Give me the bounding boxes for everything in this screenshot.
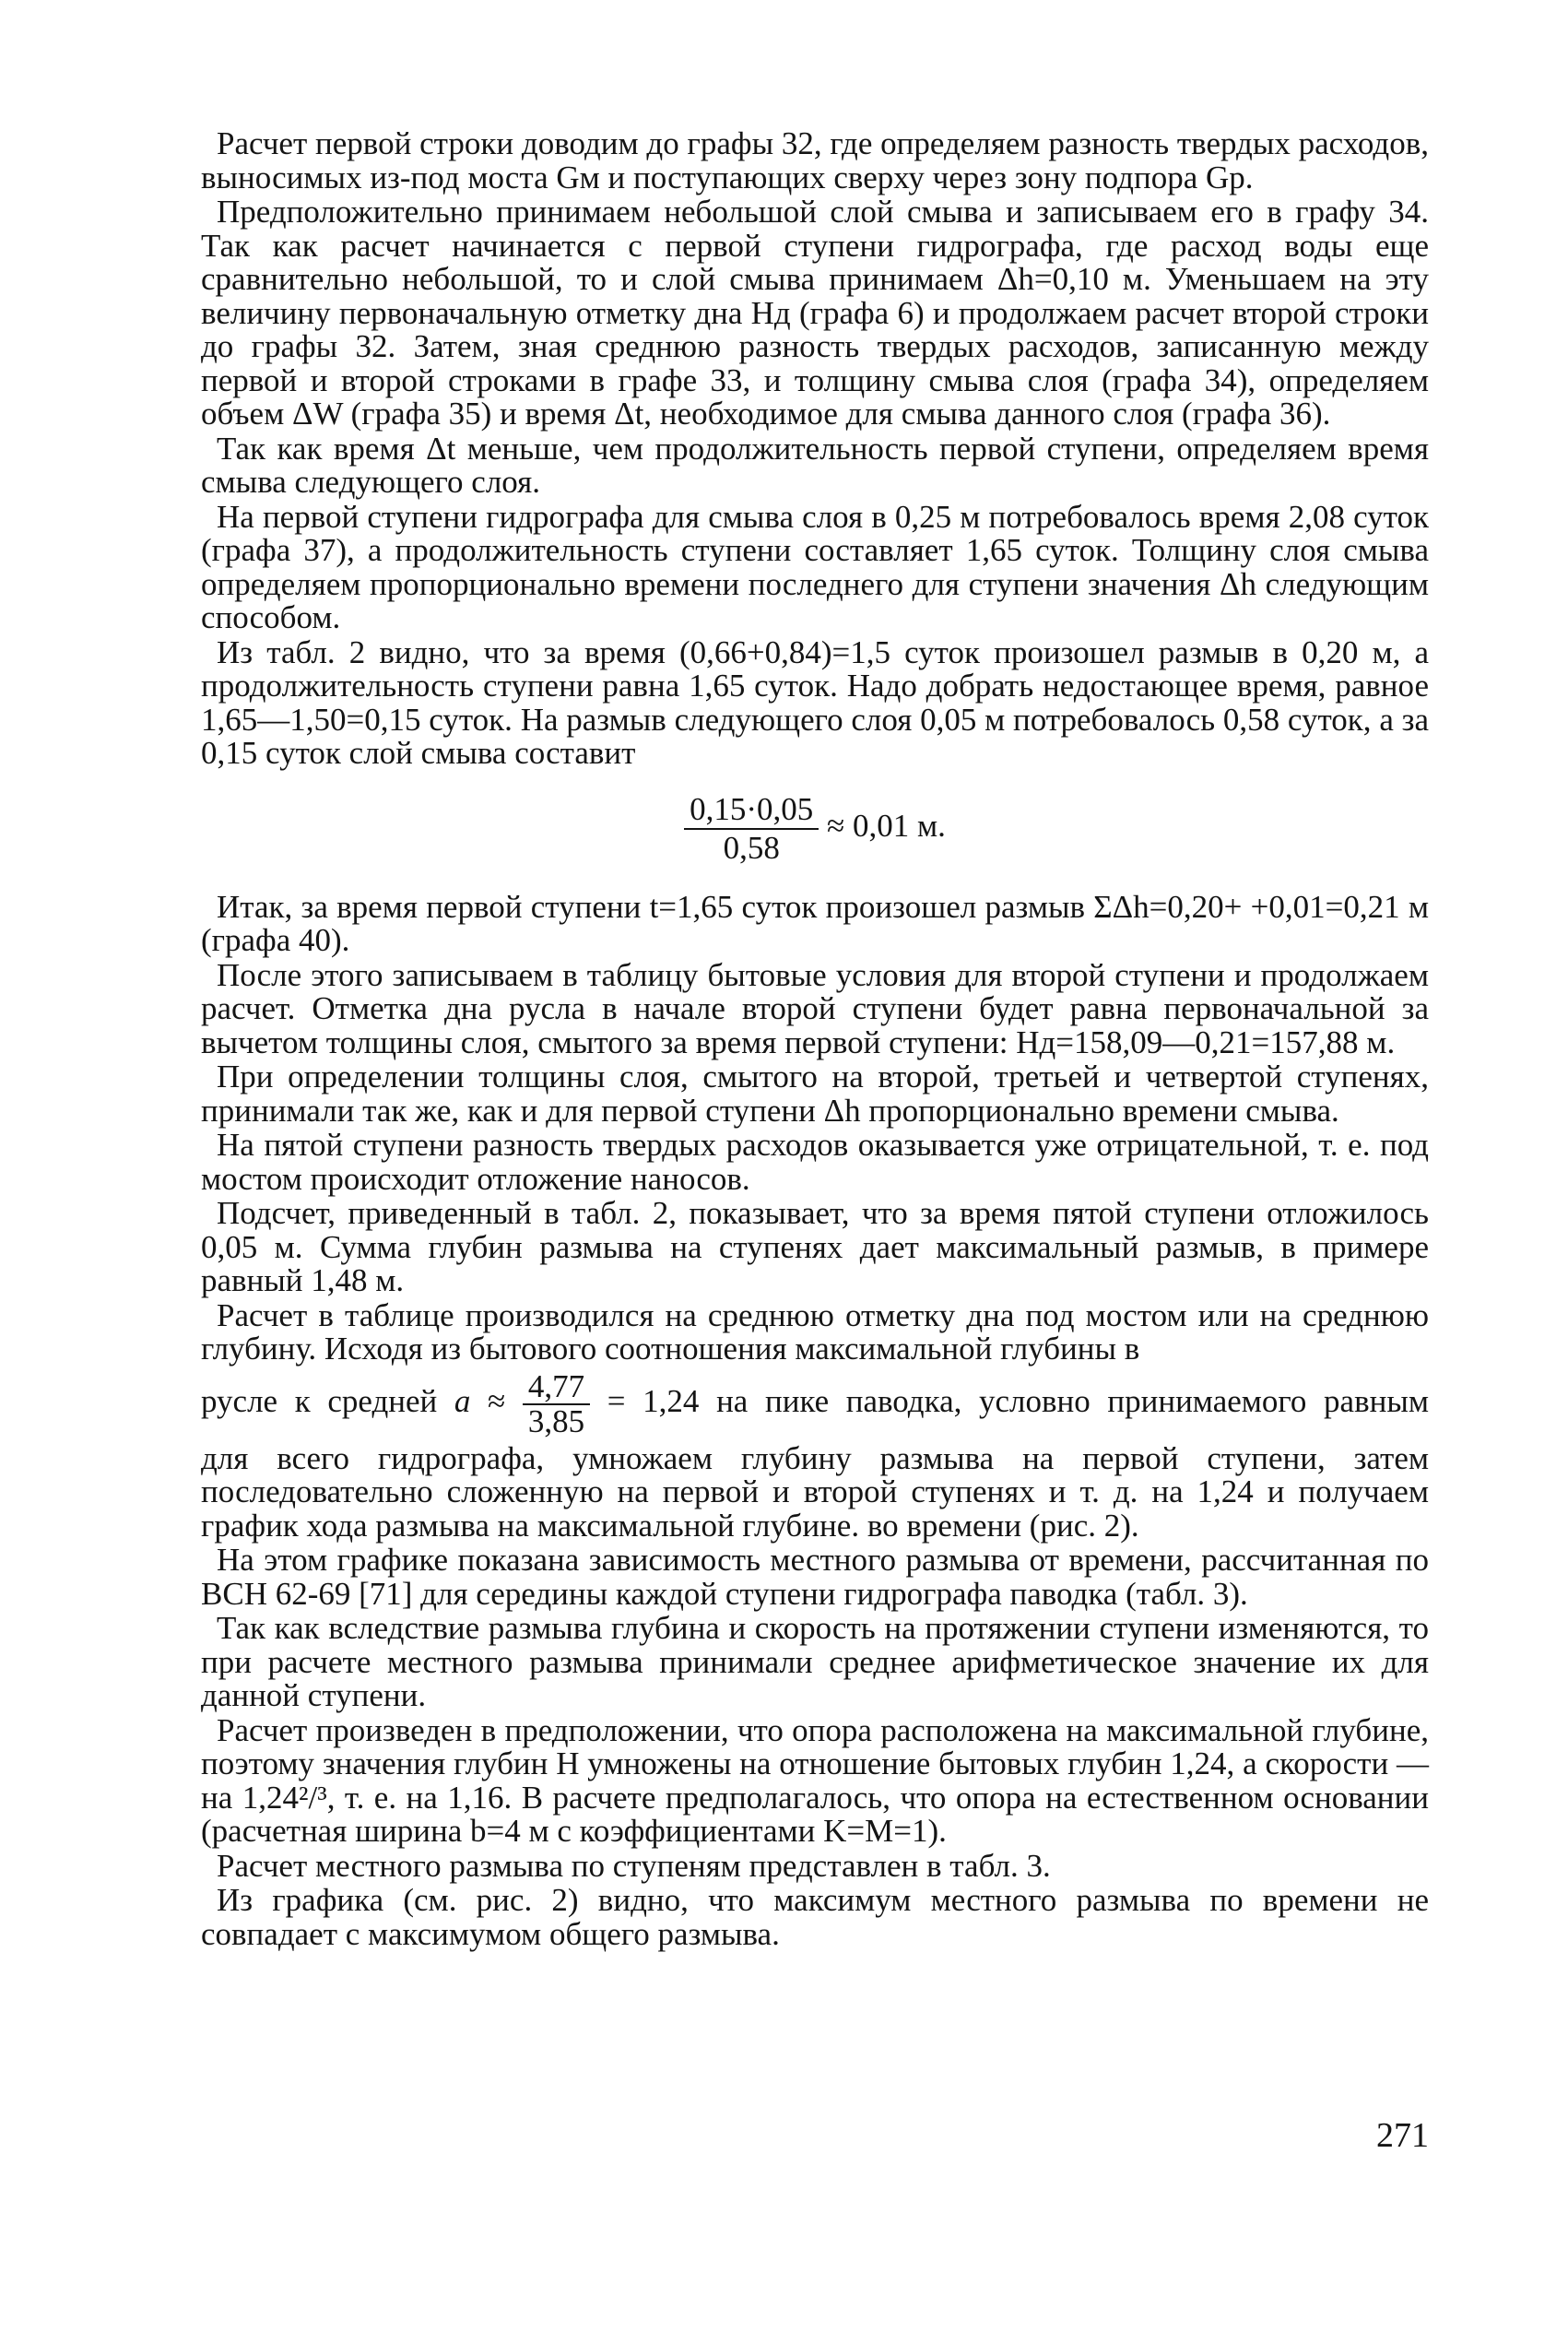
page-number: 271 <box>1376 2116 1429 2155</box>
formula-result: ≈ 0,01 м. <box>827 807 946 844</box>
paragraph-8: При определении толщины слоя, смытого на второй, третьей и четвертой ступенях, принимали так же, как и для первой ступени Δh пропорционально времени смыва. <box>201 1059 1429 1129</box>
formula-approx-sign: ≈ <box>488 1382 506 1419</box>
fraction-numerator: 4,77 <box>523 1370 590 1405</box>
formula-prefix: руслe к средней <box>201 1382 438 1419</box>
paragraph-14: Так как вследствие размыва глубина и скорость на протяжении ступени изменяются, то при расчете местного размыва принимали среднее арифметическое значение их для данной ступени. <box>201 1610 1429 1713</box>
paragraph-10: Подсчет, приведенный в табл. 2, показывает, что за время пятой ступени отложилось 0,05 м. Сумма глубин размыва на ступенях дает максимальный размыв, в примере равный 1,48 м. <box>201 1195 1429 1298</box>
paragraph-12: для всего гидрографа, умножаем глубину размыва на первой ступени, затем последовательно сложенную на первой и второй ступенях и т. д. на 1,24 и получаем график хода размыва на максимальной глубине. во времени (рис. 2). <box>201 1439 1429 1544</box>
fraction-numerator: 0,15·0,05 <box>684 791 819 830</box>
paragraph-1: Расчет первой строки доводим до графы 32, где определяем разность твердых расходов, выносимых из-под моста Gм и поступающих сверху через зону подпора Gр. <box>201 125 1429 195</box>
paragraph-13: На этом графике показана зависимость местного размыва от времени, рассчитанная по ВСН 62-69 [71] для середины каждой ступени гидрографа паводка (табл. 3). <box>201 1542 1429 1612</box>
fraction <box>684 791 819 867</box>
formula-suffix: на пике паводка, условно принимаемого равным <box>716 1382 1430 1419</box>
paragraph-4: На первой ступени гидрографа для смыва слоя в 0,25 м потребовалось время 2,08 суток (графа 37), а продолжительность ступени составляет 1,65 суток. Толщину слоя смыва определяем пропорционально времени последнего для ступени значения Δh следующим способом. <box>201 498 1429 635</box>
fraction-denominator: 0,58 <box>723 829 780 866</box>
paragraph-6: Итак, за время первой ступени t=1,65 суток произошел размыв ΣΔh=0,20+ +0,01=0,21 м (графа 40). <box>201 888 1429 958</box>
paragraph-17: Из графика (см. рис. 2) видно, что максимум местного размыва по времени не совпадает с максимумом общего размыва. <box>201 1882 1429 1952</box>
paragraph-5: Из табл. 2 видно, что за время (0,66+0,84)=1,5 суток произошел размыв в 0,20 м, а продолжительность ступени равна 1,65 суток. Надо добрать недостающее время, равное 1,65—1,50=0,15 суток. На размыв следующего слоя 0,05 м потребовалось 0,58 суток, а за 0,15 суток слой смыва составит <box>201 633 1429 771</box>
paragraph-9: На пятой ступени разность твердых расходов оказывается уже отрицательной, т. е. под мостом происходит отложение наносов. <box>201 1127 1429 1197</box>
formula-depth-ratio <box>201 1367 1430 1439</box>
paragraph-11: Расчет в таблице производился на среднюю отметку дна под мостом или на среднюю глубину. Исходя из бытового соотношения максимальной глубины в <box>201 1296 1429 1367</box>
paragraph-7: После этого записываем в таблицу бытовые условия для второй ступени и продолжаем расчет. Отметка дна русла в начале второй ступени будет равна первоначальной за вычетом толщины слоя, смытого за время первой ступени: Hд=158,09—0,21=157,88 м. <box>201 956 1429 1060</box>
paragraph-2: Предположительно принимаем небольшой слой смыва и записываем его в графу 34. Так как расчет начинается с первой ступени гидрографа, где расход воды еще сравнительно небольшой, то и слой смыва принимаем Δh=0,10 м. Уменьшаем на эту величину первоначальную отметку дна Hд (графа 6) и продолжаем расчет второй строки до графы 32. Затем, зная среднюю разность твердых расходов, записанную между первой и второй строками в графе 33, и толщину смыва слоя (графа 34), определяем объем ΔW (графа 35) и время Δt, необходимое для смыва данного слоя (графа 36). <box>201 194 1429 432</box>
paragraph-16: Расчет местного размыва по ступеням представлен в табл. 3. <box>217 1847 1051 1884</box>
paragraph-15: Расчет произведен в предположении, что опора расположена на максимальной глубине, поэтому значения глубин H умножены на отношение бытовых глубин 1,24, а скорости — на 1,24²/³, т. е. на 1,16. В расчете предполагалось, что опора на естественном основании (расчетная ширина b=4 м с коэффициентами K=M=1). <box>201 1711 1429 1849</box>
paragraph-3: Так как время Δt меньше, чем продолжительность первой ступени, определяем время смыва следующего слоя. <box>201 430 1429 500</box>
fraction-denominator: 3,85 <box>527 1402 585 1439</box>
formula-variable: a <box>454 1382 471 1419</box>
body-text <box>201 127 1429 1951</box>
formula-result: = 1,24 <box>607 1382 700 1419</box>
formula-layer-thickness <box>201 791 1429 867</box>
fraction <box>523 1367 590 1439</box>
